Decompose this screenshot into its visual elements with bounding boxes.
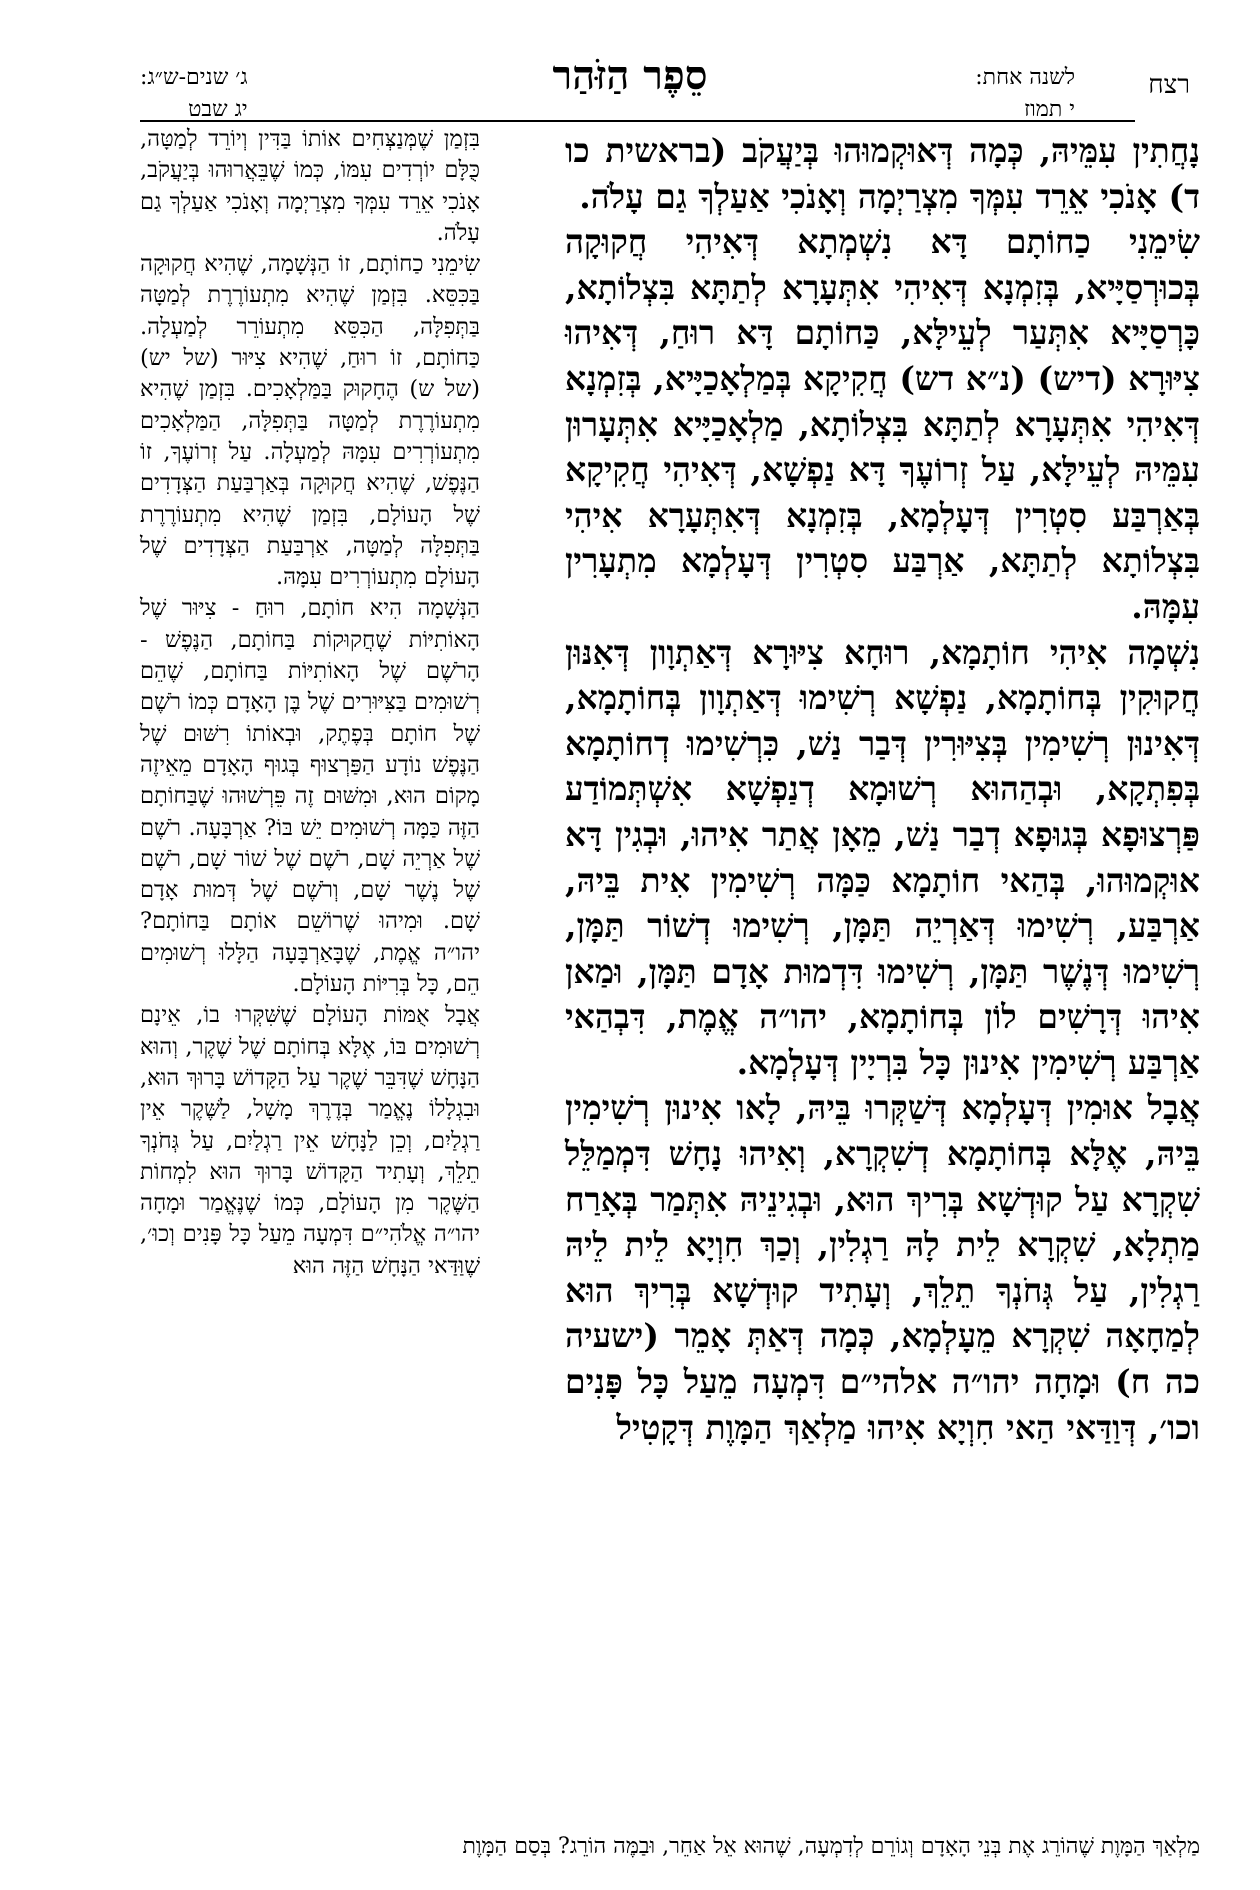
aramaic-paragraph: נָחֲתִין עִמֵּיהּ, כְּמָה דְּאוּקְמוּהוּ בְּיַעֲקֹב (בראשית כו ד) אָנֹכִי אֵרֵד עִמְּךָ מִצְרַיְמָה וְאָנֹכִי אַעַלְךָ גַם עָלֹה. [565,131,1200,216]
hebrew-paragraph: שִׂימֵנִי כַחוֹתָם, זוֹ הַנְּשָׁמָה, שֶׁהִיא חֲקוּקָה בַּכִּסֵּא. בִּזְמַן שֶׁהִיא מִתְעוֹרֶרֶת לְמַטָּה בַּתְּפִלָּה, הַכִּסֵּא מִתְעוֹרֵר לְמַעְלָה. כַּחוֹתָם, זוֹ רוּחַ, שֶׁהִיא צִיּוּר (של יש) (של ש) הֶחָקוּק בַּמַּלְאָכִים. בִּזְמַן שֶׁהִיא מִתְעוֹרֶרֶת לְמַטָּה בַּתְּפִלָּה, הַמַּלְאָכִים מִתְעוֹרְרִים עִמָּהּ לְמַעְלָה. עַל זְרוֹעֶךָ, זוֹ הַנֶּפֶשׁ, שֶׁהִיא חֲקוּקָה בְּאַרְבַּעַת הַצְּדָדִים שֶׁל הָעוֹלָם, בִּזְמַן שֶׁהִיא מִתְעוֹרֶרֶת בַּתְּפִלָּה לְמַטָּה, אַרְבַּעַת הַצְּדָדִים שֶׁל הָעוֹלָם מִתְעוֹרְרִים עִמָּהּ. [140,251,480,591]
aramaic-main-text [565,128,1200,1450]
hebrew-paragraph: אֲבָל אֻמּוֹת הָעוֹלָם שֶׁשִּׁקְּרוּ בוֹ, אֵינָם רְשׁוּמִים בּוֹ, אֶלָּא בְּחוֹתָם שֶׁל שֶׁקֶר, וְהוּא הַנָּחָשׁ שֶׁדִּבֵּר שֶׁקֶר עַל הַקָּדוֹשׁ בָּרוּךְ הוּא, וּבִגְלָלוֹ נֶאֱמַר בְּדֶרֶךְ מָשָׁל, לַשֶּׁקֶר אֵין רַגְלַיִם, וְכֵן לַנָּחָשׁ אֵין רַגְלַיִם, עַל גְּחֹנְךָ תֵלֵךְ, וְעָתִיד הַקָּדוֹשׁ בָּרוּךְ הוּא לִמְחוֹת הַשֶּׁקֶר מִן הָעוֹלָם, כְּמוֹ שֶׁנֶּאֱמַר וּמָחָה יהו״ה אֱלֹהִי״ם דִּמְעָה מֵעַל כָּל פָּנִים וְכוּ׳, שֶׁוַּדַּאי הַנָּחָשׁ הַזֶּה הוּא [140,1002,480,1279]
hebrew-continuation-line: מַלְאַךְ הַמָּוֶת שֶׁהוֹרֵג אֶת בְּנֵי הָאָדָם וְגוֹרֵם לְדִמְעָה, שֶׁהוּא אֵל אַחֵר, וּבַמֶּה הוֹרֵג? בְּסַם הַמָּוֶת [462,1834,1200,1859]
study-schedule-three-years [140,62,248,126]
hebrew-paragraph: הַנְּשָׁמָה הִיא חוֹתָם, רוּחַ - צִיּוּר שֶׁל הָאוֹתִיּוֹת שֶׁחֲקוּקוֹת בַּחוֹתָם, הַנֶּפֶשׁ - הָרֹשֶׁם שֶׁל הָאוֹתִיּוֹת בַּחוֹתָם, שֶׁהֵם רְשׁוּמִים בַּצִּיּוּרִים שֶׁל בֶּן הָאָדָם כְּמוֹ רֹשֶׁם שֶׁל חוֹתָם בְּפֶתֶק, וּבְאוֹתוֹ רִשּׁוּם שֶׁל הַנֶּפֶשׁ נוֹדָע הַפַּרְצוּף בְּגוּף הָאָדָם מֵאֵיזֶה מָקוֹם הוּא, וּמִשּׁוּם זֶה פֵּרְשׁוּהוּ שֶׁבַּחוֹתָם הַזֶּה כַּמָּה רְשׁוּמִים יֵשׁ בּוֹ? אַרְבָּעָה. רֹשֶׁם שֶׁל אַרְיֵה שָׁם, רֹשֶׁם שֶׁל שׁוֹר שָׁם, רֹשֶׁם שֶׁל נֶשֶׁר שָׁם, וְרֹשֶׁם שֶׁל דְּמוּת אָדָם שָׁם. וּמִיהוּ שֶׁרוֹשֵׁם אוֹתָם בַּחוֹתָם? יהו״ה אֱמֶת, שֶׁבָּאַרְבָּעָה הַלָּלוּ רְשׁוּמִים הֵם, כָּל בְּרִיּוֹת הָעוֹלָם. [140,595,480,998]
schedule-date-one-year: י תמוז [1024,97,1075,122]
aramaic-paragraph: אֲבָל אוּמִין דְּעָלְמָא דְּשַׁקְּרוּ בֵּיהּ, לָאו אִינוּן רְשִׁימִין בֵּיהּ, אֶלָּא בְּחוֹתָמָא דְשִׁקְרָא, וְאִיהוּ נָחָשׁ דִּמְמַלֵּל שִׁקְרָא עַל קוּדְשָׁא בְּרִיךְ הוּא, וּבְגִינֵיהּ אִתְּמַר בְּאָרַח מַתְלָא, שִׁקְרָא לֵית לָהּ רַגְלִין, וְכַךְ חִוְיָא לֵית לֵיהּ רַגְלִין, עַל גְּחֹנְךָ תֵלֵךְ, וְעָתִיד קוּדְשָׁא בְּרִיךְ הוּא לְמַחָאָה שִׁקְרָא מֵעָלְמָא, כְּמָה דְּאַתְּ אָמֵר (ישעיה כה ח) וּמָחָה יהו״ה אלהי״ם דִּמְעָה מֵעַל כָּל פָּנִים וכו׳, דְּוַדַּאי הַאי חִוְיָא אִיהוּ מַלְאַךְ הַמָּוֶת דְּקָטִיל [565,1088,1200,1447]
aramaic-paragraph: שִׂימֵנִי כַחוֹתָם דָּא נִשְׁמְתָא דְּאִיהִי חֲקוּקָה בְּכוּרְסַיָּיא, בְּזִמְנָא דְּאִיהִי אִתְּעָרָא לְתַתָּא בִּצְלוֹתָא, כָּרְסַיָּיא אִתְּעַר לְעֵילָּא, כַּחוֹתָם דָּא רוּחַ, דְּאִיהוּ צִיּוּרָא (דיש) (נ״א דש) חֲקִיקָא בְּמַלְאָכַיָּיא, בְּזִמְנָא דְּאִיהִי אִתְּעָרָא לְתַתָּא בִּצְלוֹתָא, מַלְאָכַיָּיא אִתְּעָרוּן עִמֵּיהּ לְעֵילָּא, עַל זְרוֹעֶךָ דָּא נַפְשָׁא, דְּאִיהִי חֲקִיקָא בְּאַרְבַּע סִטְרִין דְּעָלְמָא, בְּזִמְנָא דְּאִתְּעָרָא אִיהִי בִּצְלוֹתָא לְתַתָּא, אַרְבַּע סִטְרִין דְּעָלְמָא מִתְעָרִין עִמָּהּ. [565,222,1200,626]
schedule-label-three-years: ג׳ שנים-ש״ג: [140,65,248,90]
hebrew-translation-column [140,124,480,1282]
page-header [0,0,1260,130]
header-divider [140,120,1135,122]
aramaic-paragraph: נִשְׁמָה אִיהִי חוֹתָמָא, רוּחָא צִיּוּרָא דְּאַתְוָון דְּאִנּוּן חֲקוּקִין בְּחוֹתָמָא, נַפְשָׁא רְשִׁימוּ דְּאַתְוָון בְּחוֹתָמָא, דְּאִינוּן רְשִׁימִין בְּצִיּוּרִין דְּבַר נַשׁ, כִּרְשִׁימוּ דְחוֹתָמָא בְּפִתְקָא, וּבְהַהוּא רְשׁוּמָא דְנַפְשָׁא אִשְׁתְּמוֹדַע פַּרְצוּפָא בְּגוּפָא דְבַר נַשׁ, מֵאָן אֲתַר אִיהוּ, וּבְגִין דָּא אוּקְמוּהוּ, בְּהַאי חוֹתָמָא כַּמָּה רְשִׁימִין אִית בֵּיהּ, אַרְבַּע, רְשִׁימוּ דְּאַרְיֵה תַּמָּן, רְשִׁימוּ דְשׁוֹר תַּמָּן, רְשִׁימוּ דְּנֶשֶׁר תַּמָּן, רְשִׁימוּ דִּדְמוּת אָדָם תַּמָּן, וּמַאן אִיהוּ דְּרָשִׁים לוֹן בְּחוֹתָמָא, יהו״ה אֱמֶת, דִּבְהַאי אַרְבַּע רְשִׁימִין אִינוּן כָּל בִּרְיָין דְּעָלְמָא. [565,632,1200,1082]
book-title: סֵפֶר הַזֹּהַר [552,52,708,99]
page-number: רצח [1148,70,1190,100]
hebrew-paragraph: בִּזְמַן שֶׁמְּנַצְּחִים אוֹתוֹ בַּדִּין וְיוֹרֵד לְמַטָּה, כֻּלָּם יוֹרְדִים עִמּוֹ, כְּמוֹ שֶׁבֵּאֲרוּהוּ בְּיַעֲקֹב, אָנֹכִי אֵרֵד עִמְּךָ מִצְרַיְמָה וְאָנֹכִי אַעַלְךָ גַם עָלֹה. [140,126,480,246]
schedule-label-one-year: לשנה אחת: [975,65,1075,90]
schedule-date-three-years: יג שבט [188,97,248,122]
